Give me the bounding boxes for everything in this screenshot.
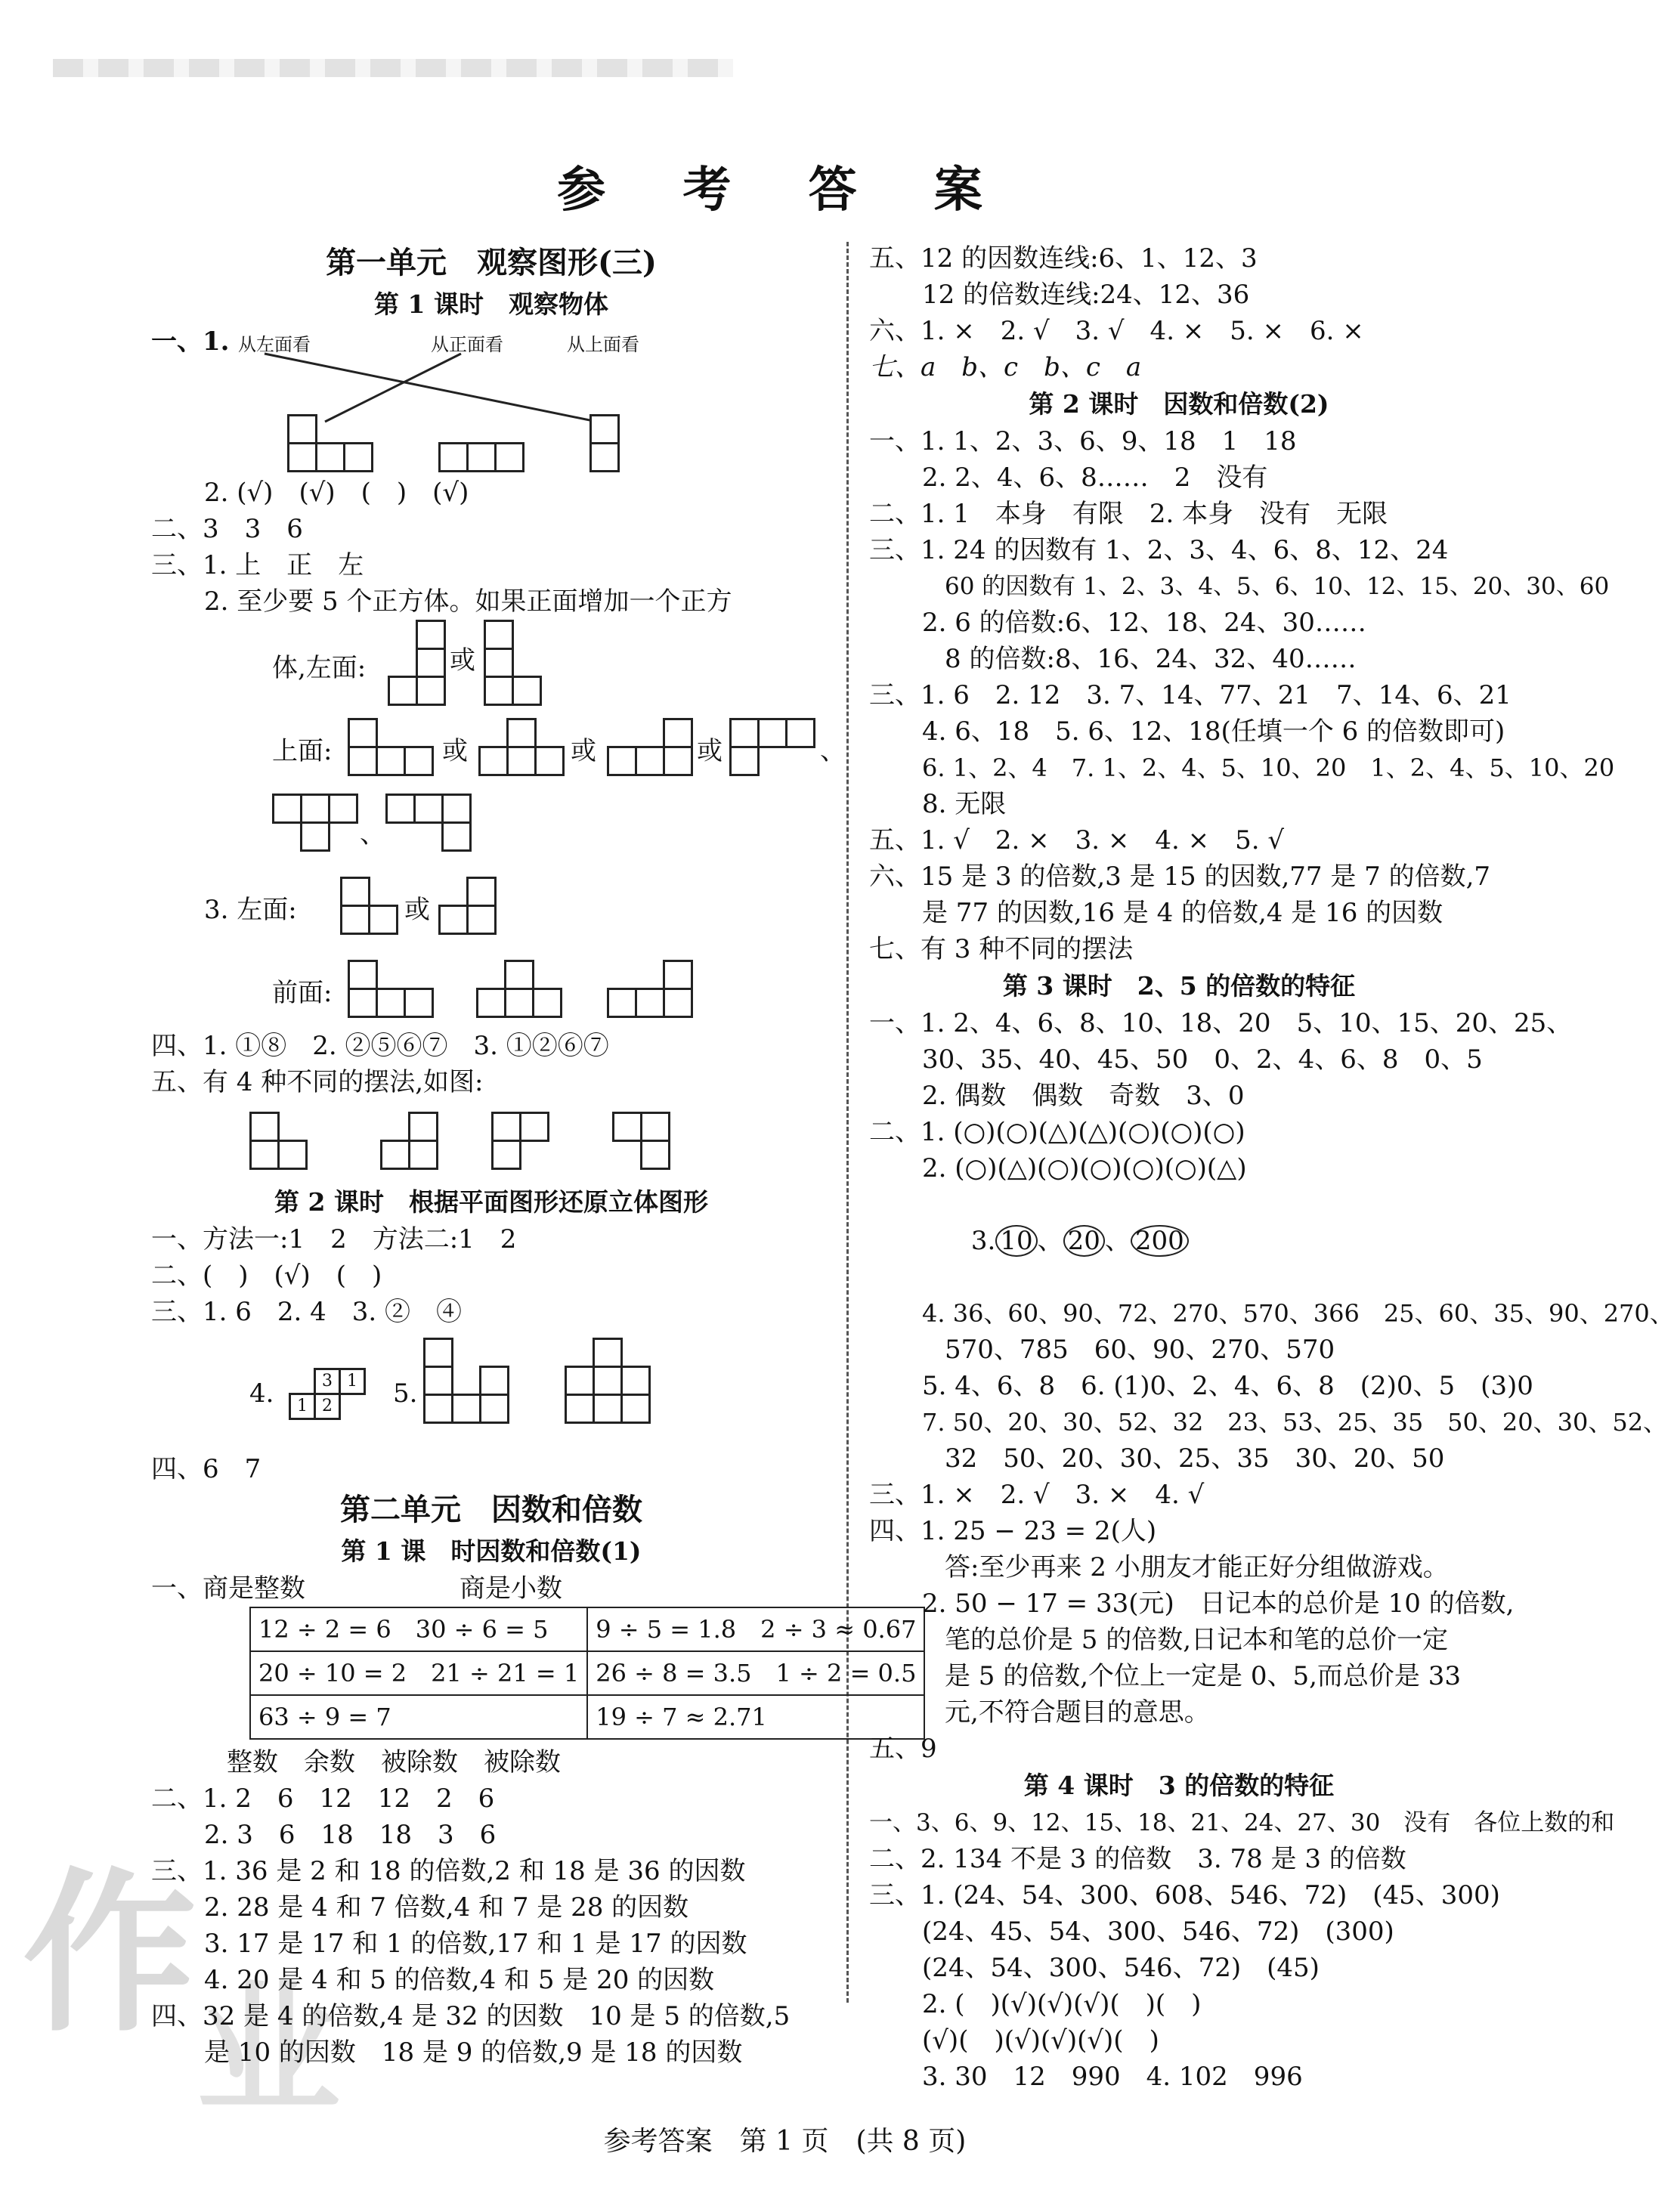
r7: 二、1. 1 本身 有限 2. 本身 没有 无限 <box>869 499 1388 529</box>
watermark-zuo: 作 <box>23 1852 205 2056</box>
unit1-lesson1-heading: 第 1 课时 观察物体 <box>374 289 608 319</box>
arrangements-figure <box>151 1100 831 1183</box>
r15: 8. 无限 <box>922 789 1007 819</box>
r14: 6. 1、2、4 7. 1、2、4、5、10、20 1、2、4、5、10、20 <box>922 753 1615 782</box>
u1-l2-2: 二、( ) (√) ( ) <box>151 1261 382 1291</box>
watermark-ye: 业 <box>196 1965 341 2133</box>
r16: 五、1. √ 2. × 3. × 4. × 5. √ <box>869 825 1285 855</box>
r42: (24、45、54、300、546、72) (300) <box>922 1917 1394 1947</box>
r36: 是 5 的倍数,个位上一定是 0、5,而总价是 33 <box>945 1661 1462 1691</box>
r1: 五、12 的因数连线:6、1、12、3 <box>869 243 1258 274</box>
quotient-table: 12 ÷ 2 = 6 30 ÷ 6 = 5 9 ÷ 5 = 1.8 2 ÷ 3 ≈ 0.67 20 ÷ 10 = 2 21 ÷ 21 = 1 26 ÷ 8 = 3.5 1 ÷ 2 = 0.5 63 ÷ 9 = 7 19 ÷ 7 ≈ 2.71 <box>249 1607 925 1740</box>
r46: 3. 30 12 990 4. 102 996 <box>922 2062 1303 2092</box>
r19: 七、有 3 种不同的摆法 <box>869 934 1134 964</box>
unit1-lesson2-heading: 第 2 课时 根据平面图形还原立体图形 <box>274 1187 708 1217</box>
r33: 答:至少再来 2 小朋友才能正好分组做游戏。 <box>945 1552 1449 1582</box>
r2: 12 的倍数连线:24、12、36 <box>922 280 1250 310</box>
u2-q1: 一、商是整数 商是小数 <box>151 1573 562 1604</box>
top-view-figure-2: 、 <box>151 786 831 869</box>
u1-q3-1: 三、1. 上 正 左 <box>151 550 364 580</box>
q3-front-figure: 前面: <box>151 945 831 1028</box>
right-column <box>869 240 1674 2095</box>
r34: 2. 50 − 17 = 33(元) 日记本的总价是 10 的倍数, <box>922 1589 1515 1619</box>
u2-q2-1: 二、1. 2 6 12 12 2 6 <box>151 1784 495 1814</box>
q3-left-figure: 3. 左面: 或 <box>151 869 831 945</box>
lesson3-heading: 第 3 课时 2、5 的倍数的特征 <box>1002 971 1356 1001</box>
r32: 四、1. 25 − 23 = 2(人) <box>869 1516 1157 1546</box>
u1-q4: 四、1. ①⑧ 2. ②⑤⑥⑦ 3. ①②⑥⑦ <box>151 1031 609 1061</box>
l2-q4-q5-figure: 4. 3 1 1 2 5. <box>151 1330 831 1451</box>
q1-prefix: 一、1. <box>151 326 230 357</box>
lesson2-heading: 第 2 课时 因数和倍数(2) <box>1029 389 1329 419</box>
views-matching-figure <box>151 323 831 475</box>
r26: 4. 36、60、90、72、270、570、366 25、60、35、90、270、 <box>922 1299 1674 1328</box>
r38: 五、9 <box>869 1734 937 1764</box>
u2-q3-1: 三、1. 36 是 2 和 18 的倍数,2 和 18 是 36 的因数 <box>151 1856 746 1886</box>
r23: 二、1. (○)(○)(△)(△)(○)(○)(○) <box>869 1117 1245 1147</box>
r6: 2. 2、4、6、8…… 2 没有 <box>922 463 1268 493</box>
page-footer: 参考答案 第 1 页 (共 8 页) <box>603 2126 967 2157</box>
r27: 570、785 60、90、270、570 <box>945 1335 1335 1365</box>
u2-q4-2: 是 10 的因数 18 是 9 的倍数,9 是 18 的因数 <box>204 2037 743 2068</box>
r12: 三、1. 6 2. 12 3. 7、14、77、21 7、14、6、21 <box>869 680 1512 710</box>
r20: 一、1. 2、4、6、8、10、18、20 5、10、15、20、25、 <box>869 1008 1573 1038</box>
r11: 8 的倍数:8、16、24、32、40…… <box>945 644 1357 674</box>
r29: 7. 50、20、30、52、32 23、53、25、35 50、20、30、52、 <box>922 1408 1668 1437</box>
u1-q2: 二、3 3 6 <box>151 514 303 544</box>
r44: 2. ( )(√)(√)(√)( )( ) <box>922 1989 1202 2019</box>
u1-q3-2: 2. 至少要 5 个正方体。如果正面增加一个正方 <box>204 586 732 617</box>
r28: 5. 4、6、8 6. (1)0、2、4、6、8 (2)0、5 (3)0 <box>922 1371 1533 1401</box>
u1-q1-2: 2. (√) (√) ( ) (√) <box>204 478 469 508</box>
view-label-left: 从左面看 <box>238 334 311 355</box>
r9: 60 的因数有 1、2、3、4、5、6、10、12、15、20、30、60 <box>945 573 1610 600</box>
u2-q1b: 整数 余数 被除数 被除数 <box>227 1747 561 1777</box>
r3: 六、1. × 2. √ 3. √ 4. × 5. × 6. × <box>869 316 1364 346</box>
unit2-heading: 第二单元 因数和倍数 <box>340 1492 642 1527</box>
u1-l2-q4: 四、6 7 <box>151 1454 261 1484</box>
r22: 2. 偶数 偶数 奇数 3、0 <box>922 1081 1245 1111</box>
u2-q3-3: 3. 17 是 17 和 1 的倍数,17 和 1 是 17 的因数 <box>204 1929 747 1959</box>
r21: 30、35、40、45、50 0、2、4、6、8 0、5 <box>922 1044 1483 1075</box>
left-view-figure: 体,左面: 或 <box>151 620 831 710</box>
lesson4-heading: 第 4 课时 3 的倍数的特征 <box>1023 1771 1335 1800</box>
r35: 笔的总价是 5 的倍数,日记本和笔的总价一定 <box>945 1625 1449 1655</box>
page-title: 参 考 答 案 <box>557 162 1013 218</box>
r18: 是 77 的因数,16 是 4 的倍数,4 是 16 的因数 <box>922 898 1443 928</box>
r8: 三、1. 24 的因数有 1、2、3、4、6、8、12、24 <box>869 535 1449 565</box>
unit1-heading: 第一单元 观察图形(三) <box>326 245 657 280</box>
r24: 2. (○)(△)(○)(○)(○)(○)(△) <box>922 1153 1247 1183</box>
r25: 3. 10 、 20 、 200 <box>869 1186 1489 1295</box>
top-view-figure: 上面: 或 或 或 、 <box>151 710 831 786</box>
r30: 32 50、20、30、25、35 30、20、50 <box>945 1443 1445 1474</box>
u2-q4-1: 四、32 是 4 的倍数,4 是 32 的因数 10 是 5 的倍数,5 <box>151 2001 791 2031</box>
u1-q5: 五、有 4 种不同的摆法,如图: <box>151 1067 484 1097</box>
r4: 七、a b、c b、c a <box>869 352 1142 382</box>
r39: 一、3、6、9、12、15、18、21、24、27、30 没有 各位上数的和 <box>869 1809 1615 1836</box>
view-label-top: 从上面看 <box>567 334 639 355</box>
u1-l2-3: 三、1. 6 2. 4 3. ② ④ <box>151 1297 463 1327</box>
r41: 三、1. (24、54、300、608、546、72) (45、300) <box>869 1880 1500 1910</box>
r13: 4. 6、18 5. 6、12、18(任填一个 6 的倍数即可) <box>922 716 1505 747</box>
unit2-lesson1-heading: 第 1 课 时因数和倍数(1) <box>341 1536 642 1566</box>
view-label-front: 从正面看 <box>431 334 503 355</box>
r40: 二、2. 134 不是 3 的倍数 3. 78 是 3 的倍数 <box>869 1844 1406 1874</box>
header-stripe <box>53 59 733 77</box>
r37: 元,不符合题目的意思。 <box>945 1697 1210 1728</box>
u2-q3-4: 4. 20 是 4 和 5 的倍数,4 和 5 是 20 的因数 <box>204 1965 715 1995</box>
r45: (√)( )(√)(√)(√)( ) <box>922 2025 1159 2056</box>
u2-q3-2: 2. 28 是 4 和 7 倍数,4 和 7 是 28 的因数 <box>204 1892 689 1923</box>
r5: 一、1. 1、2、3、6、9、18 1 18 <box>869 426 1297 456</box>
r31: 三、1. × 2. √ 3. × 4. √ <box>869 1480 1205 1510</box>
u1-l2-1: 一、方法一:1 2 方法二:1 2 <box>151 1224 517 1254</box>
r43: (24、54、300、546、72) (45) <box>922 1953 1320 1983</box>
r10: 2. 6 的倍数:6、12、18、24、30…… <box>922 608 1366 638</box>
u2-q2-2: 2. 3 6 18 18 3 6 <box>204 1820 497 1850</box>
r17: 六、15 是 3 的倍数,3 是 15 的因数,77 是 7 的倍数,7 <box>869 862 1491 892</box>
